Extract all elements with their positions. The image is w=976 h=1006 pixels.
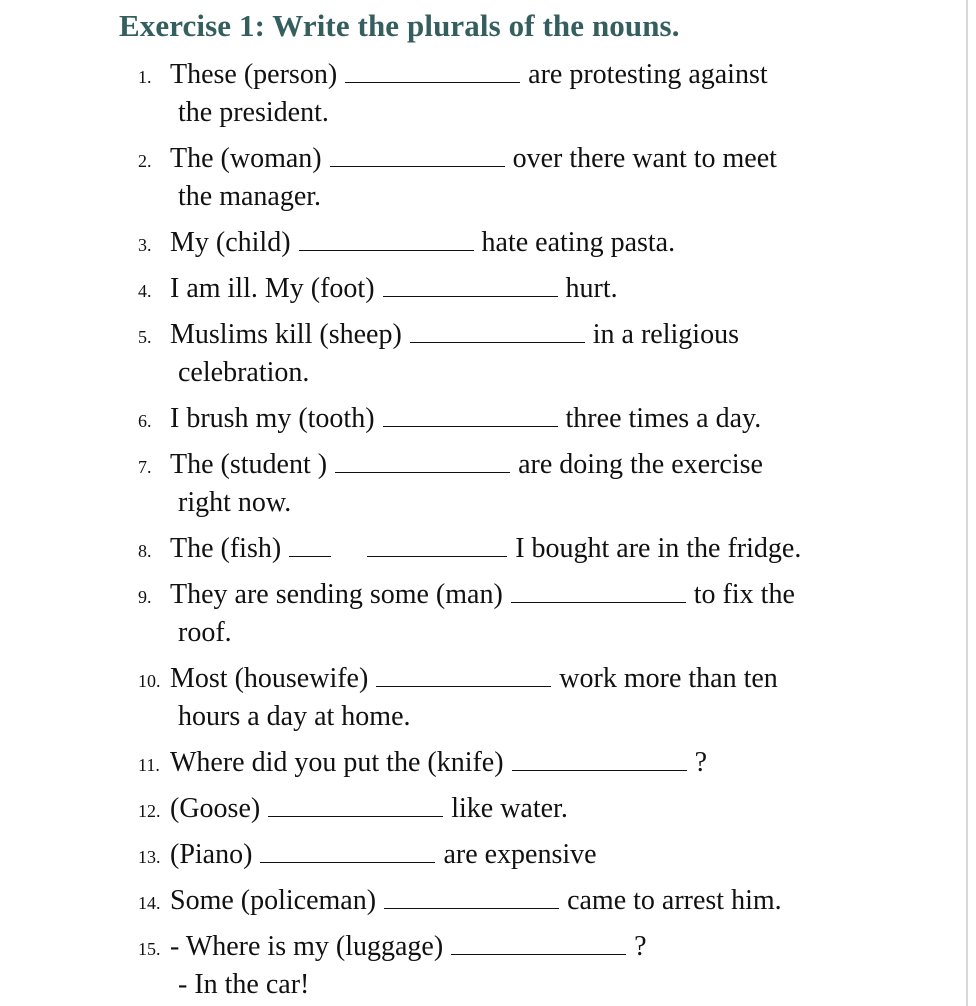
item-1-continuation: the president. [178,97,329,128]
item-text: hate eating pasta. [481,227,676,258]
answer-blank[interactable] [384,886,559,909]
exercise-item-15 [138,928,647,968]
item-text: are protesting against [528,59,768,90]
item-7-continuation: right now. [178,487,292,518]
item-text: in a religious [592,319,739,350]
item-2-continuation: the manager. [178,181,322,212]
exercise-item-11 [138,744,707,784]
exercise-item-8 [138,530,801,570]
item-prompt: (Piano) [170,839,253,870]
item-prompt: These (person) [170,59,338,90]
item-text: work more than ten [559,663,778,694]
exercise-item-9 [138,576,795,616]
item-prompt: The (student ) [170,449,328,480]
item-number: 12. [138,801,161,821]
item-prompt: - Where is my (luggage) [170,931,444,962]
item-prompt: Some (policeman) [170,885,377,916]
item-number: 6. [138,411,152,431]
answer-blank[interactable] [376,664,551,687]
item-prompt: The (woman) [170,143,322,174]
exercise-title: Exercise 1: Write the plurals of the nouns. [119,8,680,43]
item-number: 14. [138,893,161,913]
answer-blank[interactable] [410,320,585,343]
item-number: 8. [138,541,152,561]
item-number: 9. [138,587,152,607]
item-number: 1. [138,67,152,87]
answer-blank-part-2[interactable] [367,534,507,557]
item-prompt: Where did you put the (knife) [170,747,504,778]
exercise-item-4 [138,270,618,310]
item-number: 13. [138,847,161,867]
item-number: 5. [138,327,152,347]
item-prompt: (Goose) [170,793,261,824]
exercise-item-7 [138,446,763,486]
item-5-continuation: celebration. [178,357,310,388]
item-prompt: They are sending some (man) [170,579,503,610]
item-text: are doing the exercise [518,449,763,480]
item-15-continuation: - In the car! [178,969,310,1000]
answer-blank[interactable] [511,580,686,603]
item-number: 10. [138,671,161,691]
exercise-item-1 [138,56,768,96]
item-prompt: Most (housewife) [170,663,369,694]
answer-blank[interactable] [383,274,558,297]
exercise-item-5 [138,316,739,356]
item-10-continuation: hours a day at home. [178,701,411,732]
item-text: hurt. [565,273,618,304]
item-text: ? [694,747,707,778]
exercise-item-2 [138,140,777,180]
item-number: 2. [138,151,152,171]
exercise-item-14 [138,882,782,922]
item-text: three times a day. [565,403,762,434]
item-number: 15. [138,939,161,959]
answer-blank[interactable] [335,450,510,473]
item-text: over there want to meet [512,143,777,174]
exercise-item-3 [138,224,675,264]
answer-blank[interactable] [260,840,435,863]
item-number: 7. [138,457,152,477]
item-9-continuation: roof. [178,617,232,648]
item-number: 3. [138,235,152,255]
answer-blank-part-1[interactable] [289,534,331,557]
answer-blank[interactable] [268,794,443,817]
answer-blank[interactable] [512,748,687,771]
answer-blank[interactable] [299,228,474,251]
item-prompt: The (fish) [170,533,282,564]
item-text: to fix the [693,579,795,610]
answer-blank[interactable] [383,404,558,427]
exercise-item-12 [138,790,568,830]
exercise-item-6 [138,400,761,440]
item-prompt: Muslims kill (sheep) [170,319,402,350]
item-number: 4. [138,281,152,301]
item-text: are expensive [443,839,597,870]
answer-blank[interactable] [451,932,626,955]
answer-blank[interactable] [345,60,520,83]
item-number: 11. [138,755,160,775]
item-text: I bought are in the fridge. [515,533,802,564]
exercise-item-13 [138,836,597,876]
item-prompt: My (child) [170,227,291,258]
item-prompt: I brush my (tooth) [170,403,375,434]
item-prompt: I am ill. My (foot) [170,273,375,304]
exercise-item-10 [138,660,778,700]
item-text: ? [634,931,647,962]
answer-blank[interactable] [330,144,505,167]
item-text: like water. [451,793,568,824]
item-text: came to arrest him. [567,885,782,916]
